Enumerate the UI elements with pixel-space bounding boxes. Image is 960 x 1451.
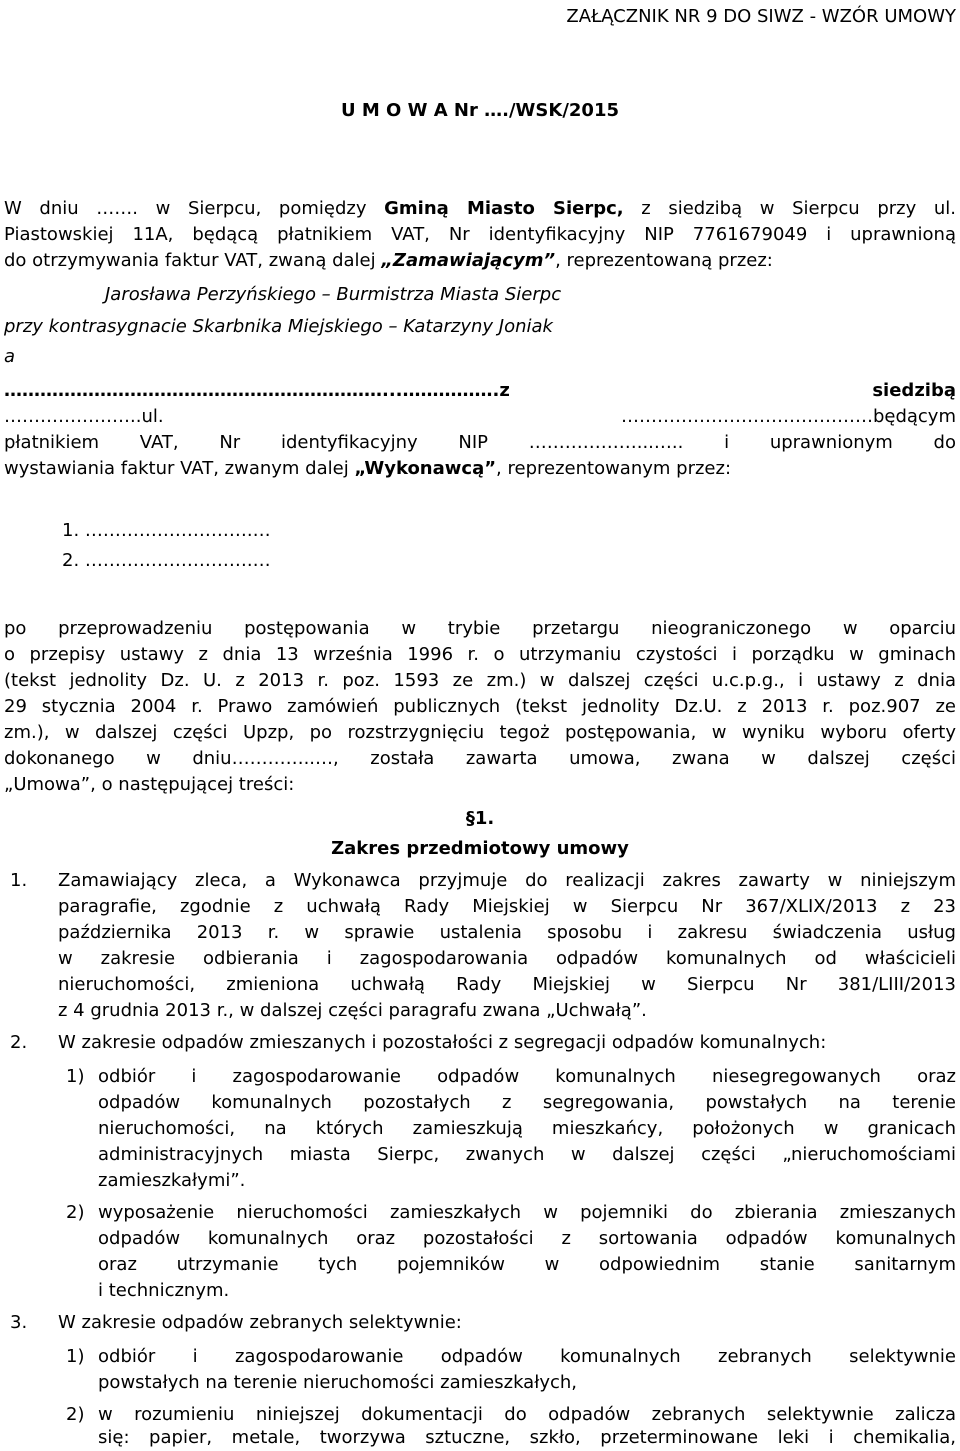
item-1-line: z 4 grudnia 2013 r., w dalszej części paragrafu zwana „Uchwałą”. bbox=[58, 1000, 647, 1021]
item-2-1-line: administracyjnych miasta Sierpc, zwanych w dalszej części „nieruchomościami bbox=[98, 1144, 956, 1165]
intro-text: , reprezentowaną przez: bbox=[555, 250, 773, 271]
intro-text: wystawiania faktur VAT, zwanym dalej bbox=[4, 458, 355, 479]
contractor-blank-line: ………………………………………………………...…………….z siedzibą bbox=[4, 380, 956, 401]
item-1-line: w zakresie odbierania i zagospodarowania odpadów komunalnych od właścicieli bbox=[58, 948, 956, 969]
contractor-term: „Wykonawcą” bbox=[354, 458, 497, 479]
preamble-line: „Umowa”, o następującej treści: bbox=[4, 774, 295, 795]
item-number: 1. bbox=[10, 870, 28, 891]
intro-text: do otrzymywania faktur VAT, zwaną dalej bbox=[4, 250, 382, 271]
item-2-2-line: i technicznym. bbox=[98, 1280, 230, 1301]
intro-line-2: Piastowskiej 11A, będącą płatnikiem VAT, Nr identyfikacyjny NIP 7761679049 i uprawnioną bbox=[4, 224, 956, 245]
contract-title: U M O W A Nr …./WSK/2015 bbox=[340, 100, 619, 121]
preamble-line: (tekst jednolity Dz. U. z 2013 r. poz. 1593 ze zm.) w dalszej części u.c.p.g., i ustawy z dnia bbox=[4, 670, 956, 691]
item-1-line: paragrafie, zgodnie z uchwałą Rady Miejskiej w Sierpcu Nr 367/XLIX/2013 z 23 bbox=[58, 896, 956, 917]
preamble-line: 29 stycznia 2004 r. Prawo zamówień publicznych (tekst jednolity Dz.U. z 2013 r. poz.907 ze bbox=[4, 696, 956, 717]
section-number: §1. bbox=[465, 808, 495, 829]
contractor-representative-1: 1. ……………………….… bbox=[62, 520, 271, 541]
attachment-header: ZAŁĄCZNIK NR 9 DO SIWZ - WZÓR UMOWY bbox=[566, 6, 956, 27]
preamble-line: po przeprowadzeniu postępowania w trybie przetargu nieograniczonego w oparciu bbox=[4, 618, 956, 639]
item-number: 3. bbox=[10, 1312, 28, 1333]
item-3-2-line: w rozumieniu niniejszej dokumentacji do odpadów zebranych selektywnie zalicza bbox=[98, 1404, 956, 1425]
item-1-line: nieruchomości, zmieniona uchwałą Rady Miejskiej w Sierpcu Nr 381/LIII/2013 bbox=[58, 974, 956, 995]
subitem-number: 1) bbox=[66, 1346, 85, 1367]
intro-text: W dniu ……. w Sierpcu, pomiędzy bbox=[4, 198, 385, 219]
item-1-line: Zamawiający zleca, a Wykonawca przyjmuje do realizacji zakres zawarty w niniejszym bbox=[58, 870, 956, 891]
item-1-line: października 2013 r. w sprawie ustalenia sposobu i zakresu świadczenia usług bbox=[58, 922, 956, 943]
conjunction-a: a bbox=[4, 346, 16, 367]
preamble-line: zm.), w dalszej części Upzp, po rozstrzygnięciu tegoż postępowania, w wyniku wyboru oferty bbox=[4, 722, 956, 743]
item-2-1-line: odbiór i zagospodarowanie odpadów komunalnych niesegregowanych oraz bbox=[98, 1066, 956, 1087]
item-2-2-line: odpadów komunalnych oraz pozostałości z sortowania odpadów komunalnych bbox=[98, 1228, 956, 1249]
subitem-number: 2) bbox=[66, 1202, 85, 1223]
contractor-representative-2: 2. ……………………….… bbox=[62, 550, 271, 571]
item-2-1-line: zamieszkałymi”. bbox=[98, 1170, 246, 1191]
item-2-1-line: nieruchomości, na których zamieszkują mieszkańcy, położonych w granicach bbox=[98, 1118, 956, 1139]
item-3-line: W zakresie odpadów zebranych selektywnie: bbox=[58, 1312, 462, 1333]
contractor-term-line bbox=[4, 456, 731, 482]
preamble-line: o przepisy ustawy z dnia 13 września 1996 r. o utrzymaniu czystości i porządku w gminach bbox=[4, 644, 956, 665]
subitem-number: 1) bbox=[66, 1066, 85, 1087]
ordering-party-name: Gminą Miasto Sierpc, bbox=[384, 198, 624, 219]
section-title: Zakres przedmiotowy umowy bbox=[331, 838, 629, 859]
preamble-line: dokonanego w dniu…………..…, została zawarta umowa, zwana w dalszej części bbox=[4, 748, 956, 769]
item-2-2-line: oraz utrzymanie tych pojemników w odpowiednim stanie sanitarnym bbox=[98, 1254, 956, 1275]
intro-text: , reprezentowanym przez: bbox=[496, 458, 732, 479]
item-3-1-line: powstałych na terenie nieruchomości zamieszkałych, bbox=[98, 1372, 577, 1393]
item-3-2-line: się: papier, metale, tworzywa sztuczne, szkło, przeterminowane leki i chemikalia, bbox=[98, 1427, 956, 1448]
item-2-1-line: odpadów komunalnych pozostałych z segregowania, powstałych na terenie bbox=[98, 1092, 956, 1113]
item-3-1-line: odbiór i zagospodarowanie odpadów komunalnych zebranych selektywnie bbox=[98, 1346, 956, 1367]
item-number: 2. bbox=[10, 1032, 28, 1053]
intro-line-1 bbox=[4, 196, 956, 222]
subitem-number: 2) bbox=[66, 1404, 85, 1425]
ordering-party-term: „Zamawiającym” bbox=[381, 250, 556, 271]
representative-mayor: Jarosława Perzyńskiego – Burmistrza Miasta Sierpc bbox=[105, 284, 562, 305]
contractor-address-line: …………………..ul. ……………………………………będącym bbox=[4, 406, 956, 427]
representative-treasurer: przy kontrasygnacie Skarbnika Miejskiego – Katarzyny Joniak bbox=[4, 316, 553, 337]
contractor-nip-line: płatnikiem VAT, Nr identyfikacyjny NIP ………………...….. i uprawnionym do bbox=[4, 432, 956, 453]
item-2-2-line: wyposażenie nieruchomości zamieszkałych w pojemniki do zbierania zmieszanych bbox=[98, 1202, 956, 1223]
intro-text: z siedzibą w Sierpcu przy ul. bbox=[623, 198, 956, 219]
intro-line-3 bbox=[4, 248, 773, 274]
item-2-line: W zakresie odpadów zmieszanych i pozostałości z segregacji odpadów komunalnych: bbox=[58, 1032, 827, 1053]
